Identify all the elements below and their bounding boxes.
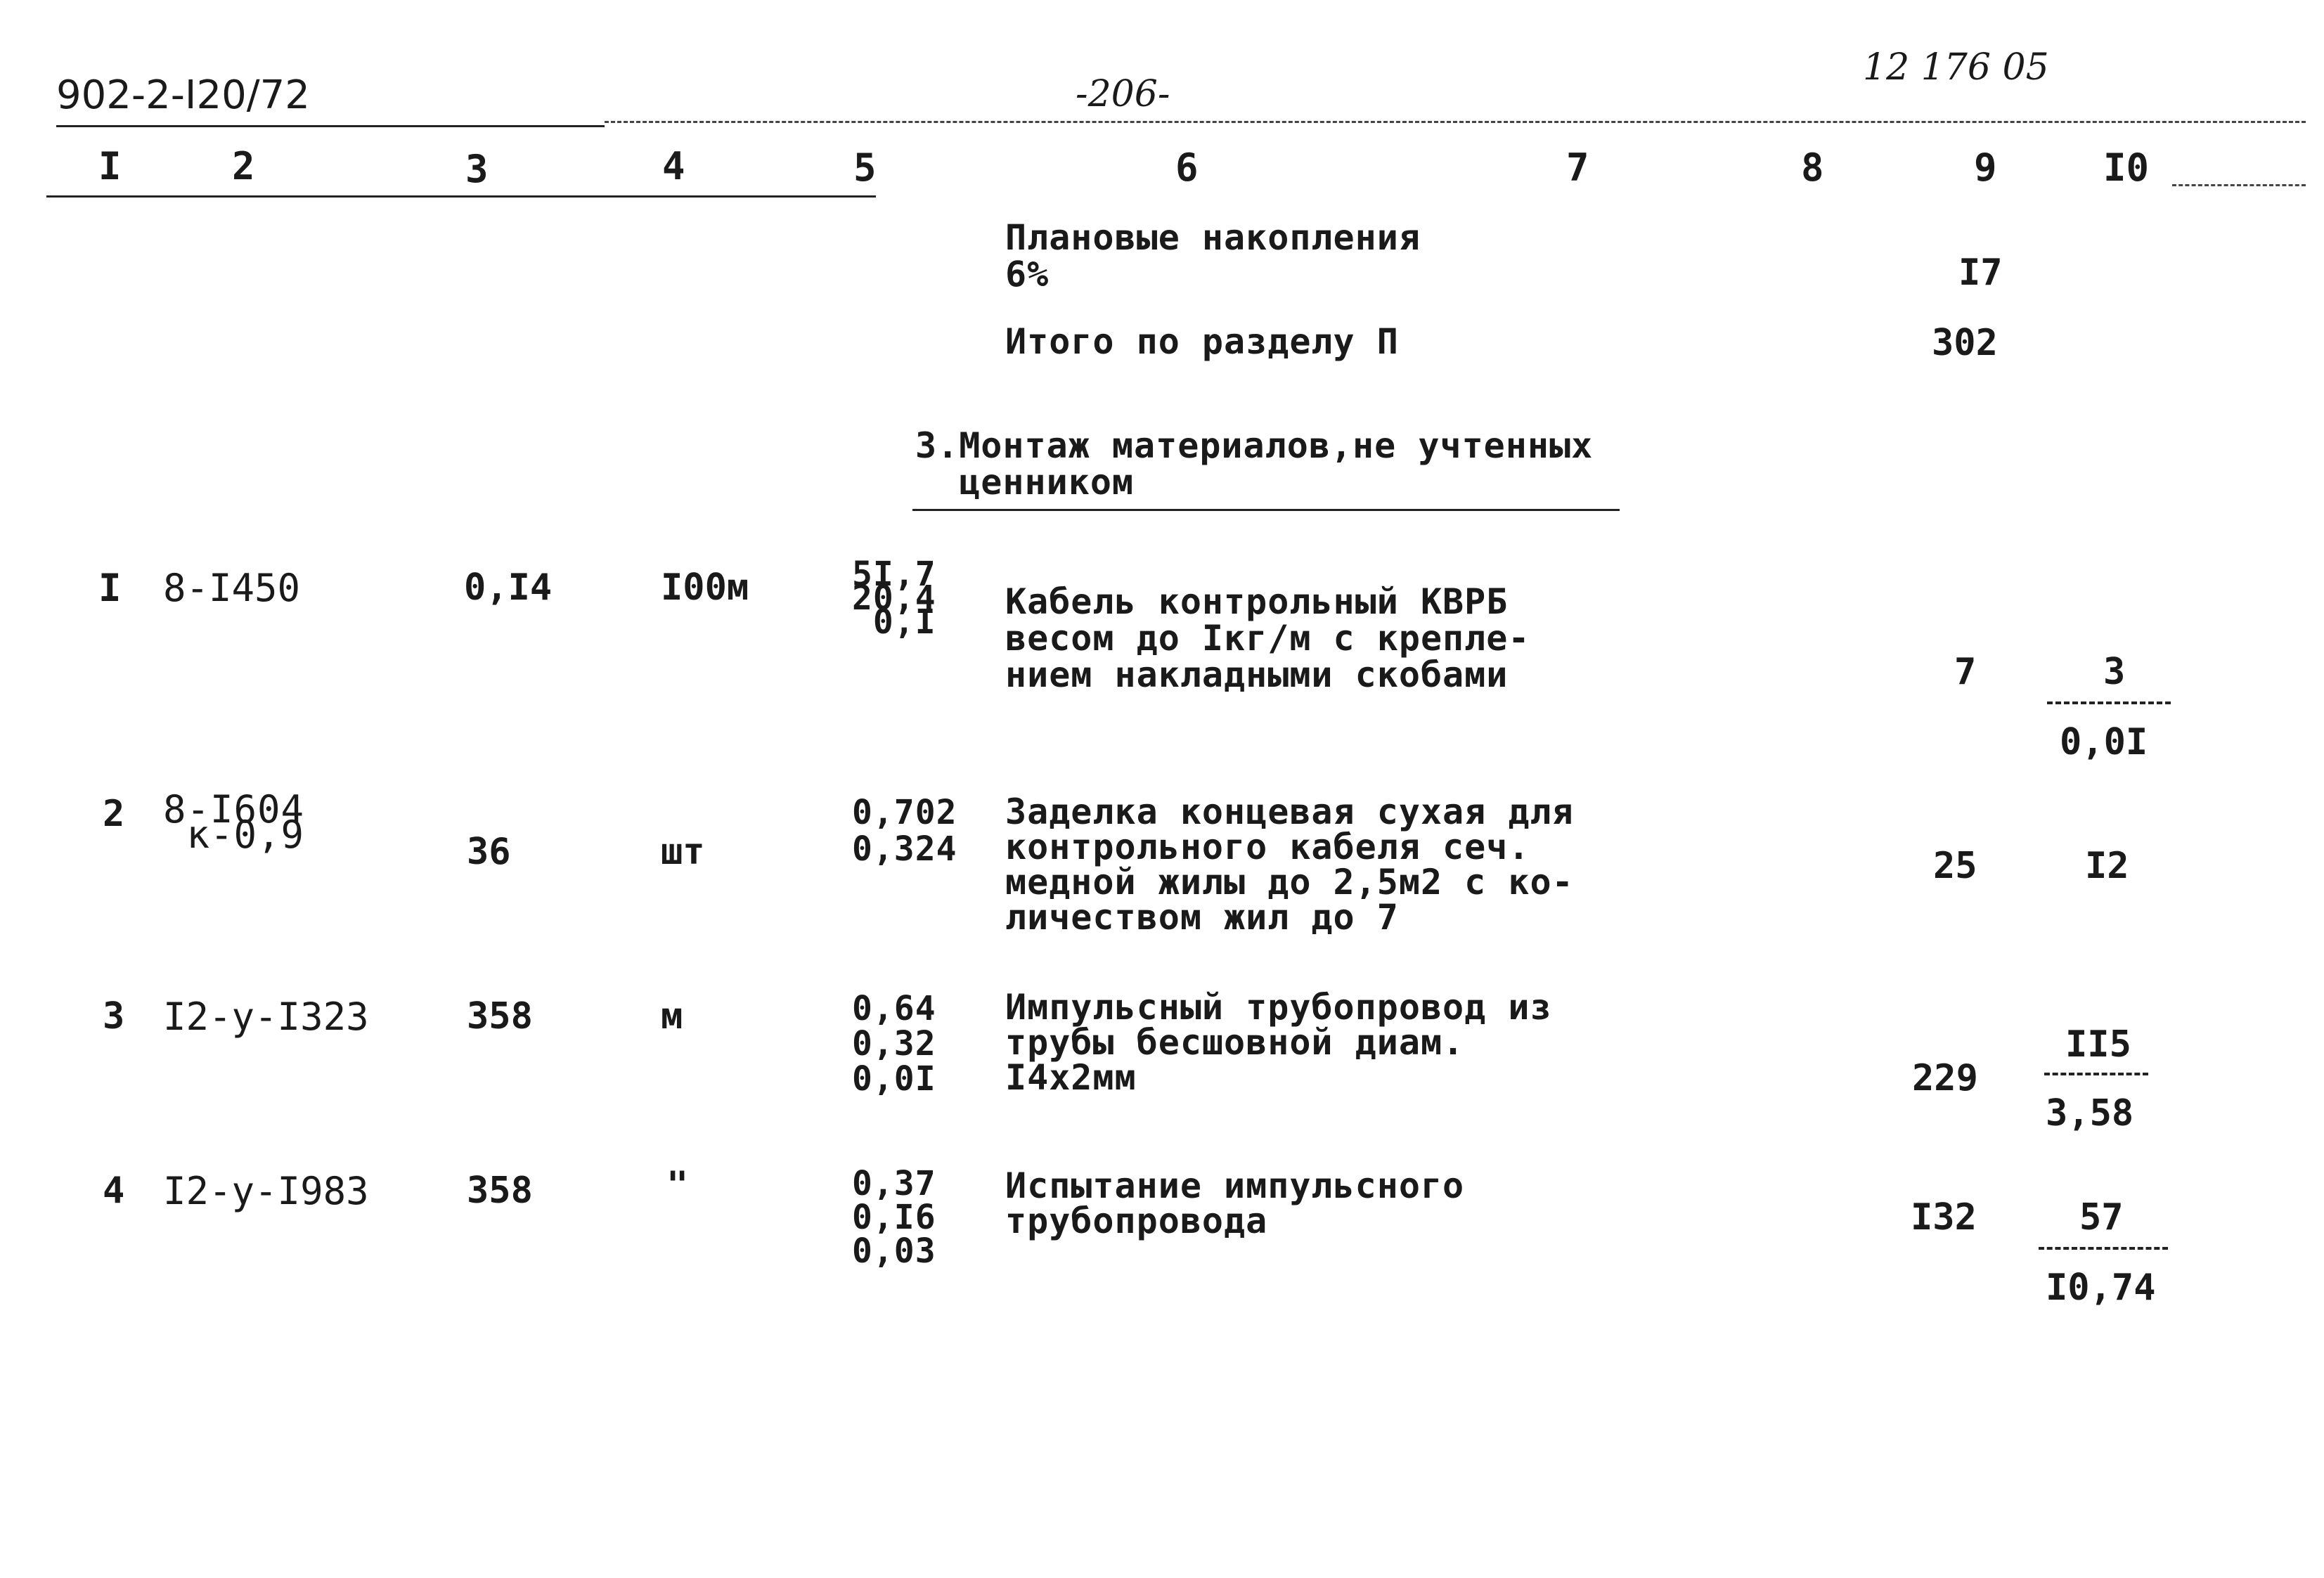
section-title-underline <box>912 509 1620 511</box>
row-col10-top: 3 <box>2103 651 2126 693</box>
row-col10-top: I2 <box>2085 845 2129 887</box>
col-header-9: 9 <box>1974 145 1997 190</box>
row-number: 2 <box>103 793 125 835</box>
col-header-10: I0 <box>2103 145 2150 190</box>
row-quantity: 0,I4 <box>464 567 553 609</box>
row-description: Импульсный трубопровод из трубы бесшовной диам. I4х2мм <box>1005 987 1552 1098</box>
col-header-4: 4 <box>662 144 685 188</box>
document-code: 902-2-I20/72 <box>56 72 310 118</box>
section-title: 3.Монтаж материалов,не учтенных ценником <box>915 425 1594 503</box>
col-header-2: 2 <box>232 144 255 188</box>
row-description: Кабель контрольный КВРБ весом до Iкг/м с крепле- нием накладными скобами <box>1005 581 1530 695</box>
row-col10-top: 57 <box>2079 1196 2124 1239</box>
row-col10-bottom: 0,0I <box>2060 721 2148 763</box>
section-total-value: 302 <box>1932 322 1998 364</box>
planned-accumulation-label: Плановые накопления 6% <box>1005 217 1421 295</box>
page-number: -206- <box>1076 73 1170 115</box>
col-header-6: 6 <box>1175 145 1199 190</box>
row-unit-cost: 0,64 0,32 0,0I <box>852 989 936 1099</box>
col-header-5: 5 <box>853 145 877 190</box>
row-col10-bottom: I0,74 <box>2046 1267 2156 1309</box>
col-header-7: 7 <box>1566 145 1589 190</box>
column-header-rule <box>46 195 876 198</box>
row-code: 8-I450 <box>163 566 301 610</box>
row-col10-fraction-bar <box>2044 1073 2148 1075</box>
row-col9-value: 229 <box>1912 1057 1978 1099</box>
column-header-rule-dashed <box>2172 184 2306 186</box>
row-unit: I00м <box>661 567 749 609</box>
row-unit-cost: 0,37 0,I6 0,03 <box>852 1164 936 1271</box>
row-col9-value: 25 <box>1933 845 1977 887</box>
row-code: 8-I604 к-0,9 <box>163 787 305 857</box>
planned-accumulation-value: I7 <box>1958 252 2003 294</box>
row-number: 3 <box>103 995 125 1037</box>
row-unit: шт <box>661 831 705 873</box>
row-description: Заделка концевая сухая для контрольного кабеля сеч. медной жилы до 2,5м2 с ко- личеством жил до 7 <box>1005 791 1574 938</box>
row-unit: м <box>661 995 683 1037</box>
row-col9-value: 7 <box>1954 651 1977 693</box>
row-col10-bottom: 3,58 <box>2046 1092 2134 1134</box>
row-col10-fraction-bar <box>2039 1247 2168 1250</box>
row-code: I2-у-I983 <box>163 1169 369 1213</box>
header-rule <box>56 125 605 127</box>
header-rule-dashed <box>605 121 2306 123</box>
row-col9-value: I32 <box>1911 1196 1977 1239</box>
row-number: 4 <box>103 1170 125 1212</box>
row-unit: " <box>666 1164 689 1206</box>
row-quantity: 36 <box>467 831 511 873</box>
row-code: I2-у-I323 <box>163 995 369 1039</box>
col-header-3: 3 <box>465 147 489 191</box>
row-col10-fraction-bar <box>2047 701 2171 704</box>
col-header-1: I <box>98 144 122 188</box>
row-number: I <box>98 566 122 610</box>
row-quantity: 358 <box>467 995 533 1037</box>
row-quantity: 358 <box>467 1170 533 1212</box>
registry-number: 12 176 05 <box>1863 46 2049 89</box>
section-total-label: Итого по разделу П <box>1005 321 1399 362</box>
row-description: Испытание импульсного трубопровода <box>1005 1165 1465 1241</box>
row-unit-cost: 5I,7 20,4 0,I <box>852 555 936 642</box>
col-header-8: 8 <box>1801 145 1824 190</box>
row-col10-top: II5 <box>2065 1023 2131 1066</box>
row-unit-cost: 0,702 0,324 <box>852 793 957 869</box>
